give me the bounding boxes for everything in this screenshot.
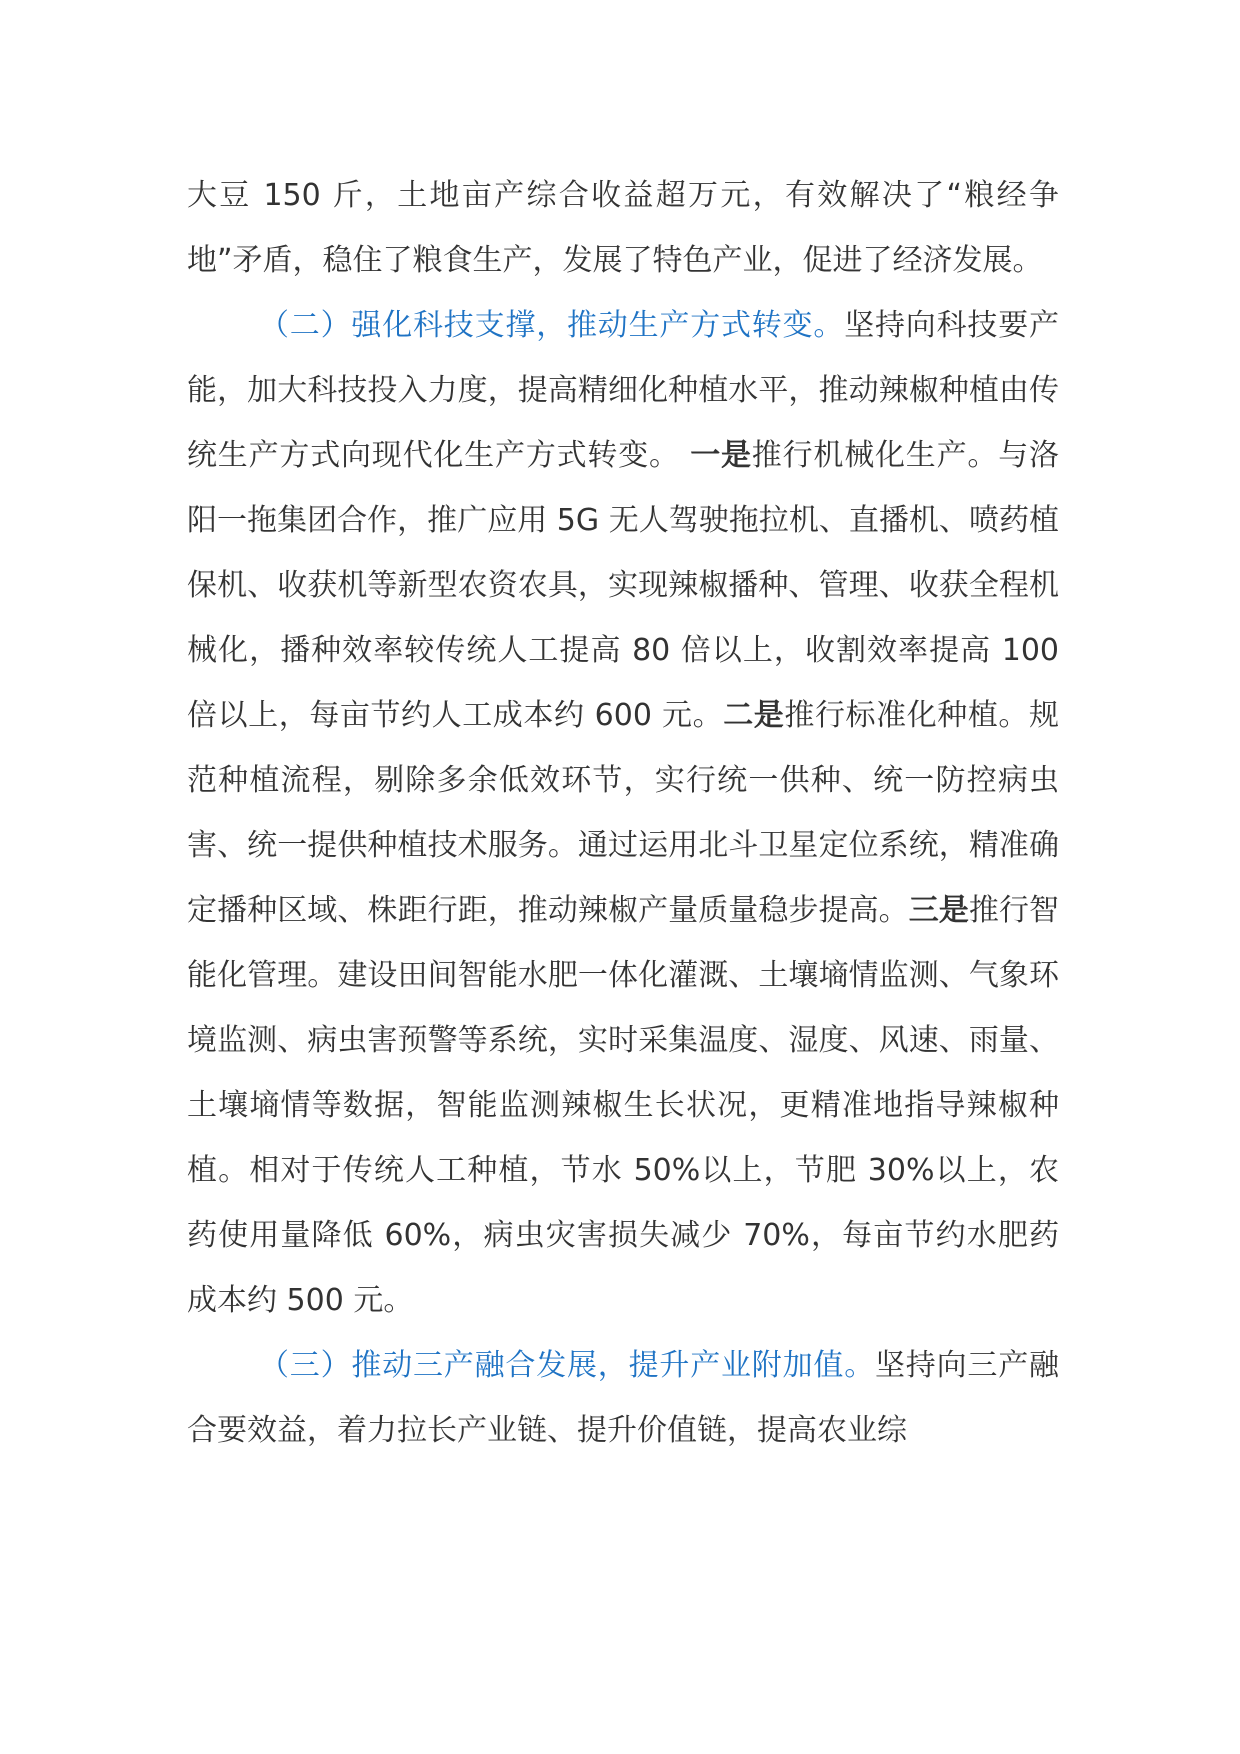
point-1-label: 一是 xyxy=(690,438,752,473)
point-3-label: 三是 xyxy=(908,893,969,928)
section-2-intro: 坚持向科技要产能，加大科技投入力度，提高精细化种植水平，推动辣椒种植由传统生产方式向现代化生产方式转变。 xyxy=(187,308,1060,473)
point-3-text: 推行智能化管理。建设田间智能水肥一体化灌溉、土壤墒情监测、气象环境监测、病虫害预警等系统，实时采集温度、湿度、风速、雨量、土壤墒情等数据，智能监测辣椒生长状况，更精准地指导辣椒种植。相对于传统人工种植，节水 50%以上，节肥 30%以上，农药使用量降低 60%，病虫灾害损失减少 70%，每亩节约水肥药成本约 500 元。 xyxy=(187,893,1060,1318)
point-2-text: 推行标准化种植。规范种植流程，剔除多余低效环节，实行统一供种、统一防控病虫害、统一提供种植技术服务。通过运用北斗卫星定位系统，精准确定播种区域、株距行距，推动辣椒产量质量稳步提高。 xyxy=(187,698,1060,928)
section-3-heading: （三）推动三产融合发展，提升产业附加值。 xyxy=(259,1348,875,1383)
point-2-label: 二是 xyxy=(723,698,785,733)
paragraph-section-2 xyxy=(187,293,1059,1333)
paragraph-continuation: 大豆 150 斤，土地亩产综合收益超万元，有效解决了“粮经争地”矛盾，稳住了粮食生产，发展了特色产业，促进了经济发展。 xyxy=(187,178,1059,278)
point-1-text: 推行机械化生产。与洛阳一拖集团合作，推广应用 5G 无人驾驶拖拉机、直播机、喷药植保机、收获机等新型农资农具，实现辣椒播种、管理、收获全程机械化，播种效率较传统人工提高 80 倍以上，收割效率提高 100 倍以上，每亩节约人工成本约 600 元。 xyxy=(187,438,1060,733)
section-2-heading: （二）强化科技支撑，推动生产方式转变。 xyxy=(259,308,845,343)
document-body xyxy=(187,163,1059,1463)
section-3-intro: 坚持向三产融合要效益，着力拉长产业链、提升价值链，提高农业综 xyxy=(187,1348,1060,1448)
paragraph-section-3 xyxy=(187,1333,1059,1463)
